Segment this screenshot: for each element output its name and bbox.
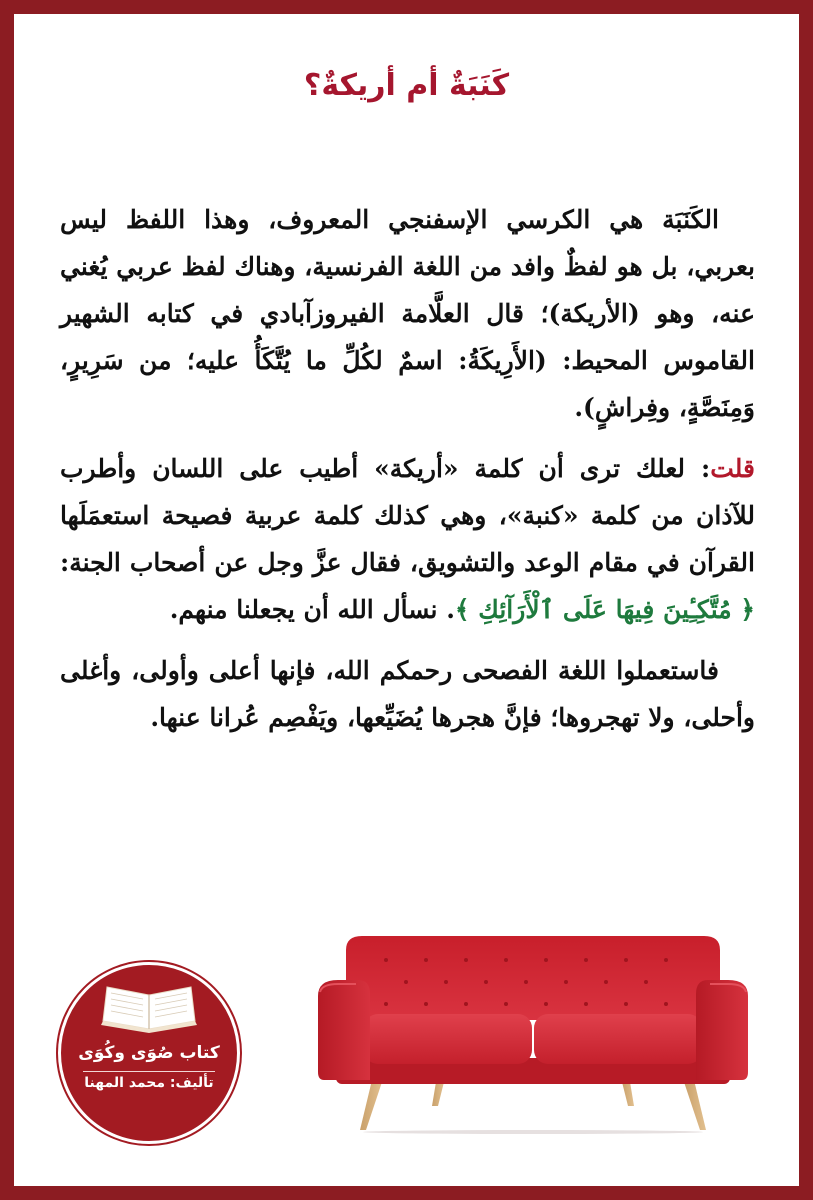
open-book-icon (97, 979, 201, 1039)
paragraph-3: فاستعملوا اللغة الفصحى رحمكم الله، فإنها أعلى وأولى، وأغلى وأحلى، ولا تهجروها؛ فإنَّ هجرها يُضَيِّعها، ويَفْصِم عُرانا عنها. (60, 656, 755, 732)
qult-label: قلت (710, 454, 755, 483)
quran-verse: ﴿ مُتَّكِـِٔينَ فِيهَا عَلَى ٱلْأَرَآئِكِ ﴾ (454, 595, 755, 624)
red-sofa-image (316, 930, 750, 1134)
book-author: تأليف: محمد المهنا (84, 1075, 214, 1091)
paragraph-1: الكَنَبَة هي الكرسي الإسفنجي المعروف، وهذا اللفظ ليس بعربي، بل هو لفظٌ وافد من اللغة الفرنسية، وهناك لفظ عربي يُغني عنه، وهو (الأريكة)؛ قال العلَّامة الفيروزآبادي في كتابه الشهير القاموس المحيط: (الأَرِيكَةُ: اسمٌ لكُلِّ ما يُتَّكَأُ عليه؛ من سَرِيرٍ، وَمِنَصَّةٍ، وفِراشٍ). (60, 205, 755, 422)
badge-divider (83, 1071, 215, 1072)
page-title: كَنَبَةٌ أم أريكةٌ؟ (303, 68, 510, 103)
book-title: كتاب صُوَى وكُوَى (78, 1043, 220, 1063)
article-body (60, 196, 755, 755)
book-badge (58, 962, 240, 1144)
paragraph-2 (60, 445, 755, 633)
paragraph-2-part1: : لعلك ترى أن كلمة «أريكة» أطيب على اللسان وأطرب للآذان من كلمة «كنبة»، وهي كذلك كلمة عربية فصيحة استعمَلَها القرآن في مقام الوعد والتشويق، فقال عزَّ وجل عن أصحاب الجنة: (60, 454, 755, 577)
paragraph-2-part2: . نسأل الله أن يجعلنا منهم. (169, 595, 455, 624)
